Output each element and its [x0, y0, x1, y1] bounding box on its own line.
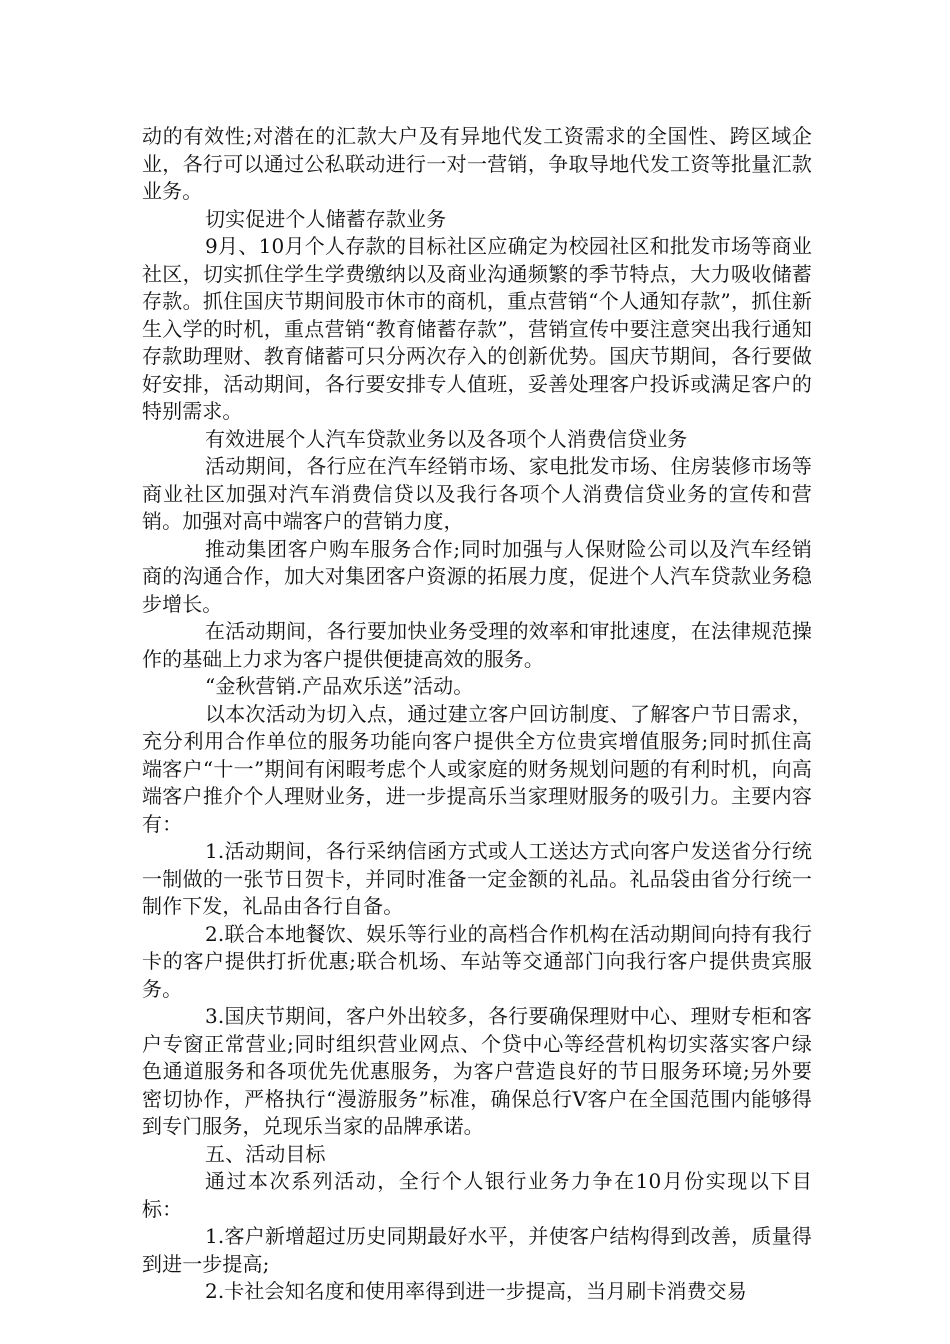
paragraph-campaign-intro: 以本次活动为切入点，通过建立客户回访制度、了解客户节日需求，充分利用合作单位的服务功能向客户提供全方位贵宾增值服务;同时抓住高端客户“十一”期间有闲暇考虑个人或家庭的财务规划问题的有利时机，向高端客户推介个人理财业务，进一步提高乐当家理财服务的吸引力。主要内容有：	[142, 701, 812, 836]
list-item-1: 1.活动期间，各行采纳信函方式或人工送达方式向客户发送省分行统一制做的一张节日贺卡，并同时准备一定金额的礼品。礼品袋由省分行统一制作下发，礼品由各行自备。	[142, 839, 812, 918]
section-heading-savings: 切实促进个人储蓄存款业务	[205, 206, 447, 231]
paragraph-efficiency: 在活动期间，各行要加快业务受理的效率和审批速度，在法律规范操作的基础上力求为客户提供便捷高效的服务。	[142, 619, 812, 671]
paragraph-group-clients: 推动集团客户购车服务合作;同时加强与人保财险公司以及汽车经销商的沟通合作，加大对集团客户资源的拓展力度，促进个人汽车贷款业务稳步增长。	[142, 536, 812, 616]
goal-item-2: 2.卡社会知名度和使用率得到进一步提高，当月刷卡消费交易	[205, 1279, 747, 1303]
paragraph-auto-loans: 活动期间，各行应在汽车经销市场、家电批发市场、住房装修市场等商业社区加强对汽车消费信贷以及我行各项个人消费信贷业务的宣传和营销。加强对高中端客户的营销力度，	[142, 454, 812, 533]
paragraph-goals-intro: 通过本次系列活动，全行个人银行业务力争在10月份实现以下目标：	[142, 1169, 812, 1221]
section-heading-goals: 五、活动目标	[205, 1141, 326, 1166]
section-heading-autumn-campaign: “金秋营销.产品欢乐送”活动。	[205, 674, 474, 698]
list-item-3: 3.国庆节期间，客户外出较多，各行要确保理财中心、理财专柜和客户专窗正常营业;同时组织营业网点、个贷中心等经营机构切实落实客户绿色通道服务和各项优先优惠服务，为客户营造良好的节日服务环境;另外要密切协作，严格执行“漫游服务”标准，确保总行V客户在全国范围内能够得到专门服务，兑现乐当家的品牌承诺。	[142, 1004, 812, 1138]
goal-item-1: 1.客户新增超过历史同期最好水平，并使客户结构得到改善，质量得到进一步提高;	[142, 1224, 812, 1276]
list-item-2: 2.联合本地餐饮、娱乐等行业的高档合作机构在活动期间向持有我行卡的客户提供打折优惠;联合机场、车站等交通部门向我行客户提供贵宾服务。	[142, 921, 812, 1001]
document-body	[142, 123, 812, 1306]
paragraph-savings: 9月、10月个人存款的目标社区应确定为校园社区和批发市场等商业社区，切实抓住学生学费缴纳以及商业沟通频繁的季节特点，大力吸收储蓄存款。抓住国庆节期间股市休市的商机，重点营销“个人通知存款”，抓住新生入学的时机，重点营销“教育储蓄存款”，营销宣传中要注意突出我行通知存款助理财、教育储蓄可只分两次存入的创新优势。国庆节期间，各行要做好安排，活动期间，各行要安排专人值班，妥善处理客户投诉或满足客户的特别需求。	[142, 234, 812, 423]
paragraph-continuation: 动的有效性;对潜在的汇款大户及有异地代发工资需求的全国性、跨区域企业，各行可以通过公私联动进行一对一营销，争取导地代发工资等批量汇款业务。	[142, 124, 812, 203]
section-heading-auto-loans: 有效进展个人汽车贷款业务以及各项个人消费信贷业务	[205, 426, 688, 451]
